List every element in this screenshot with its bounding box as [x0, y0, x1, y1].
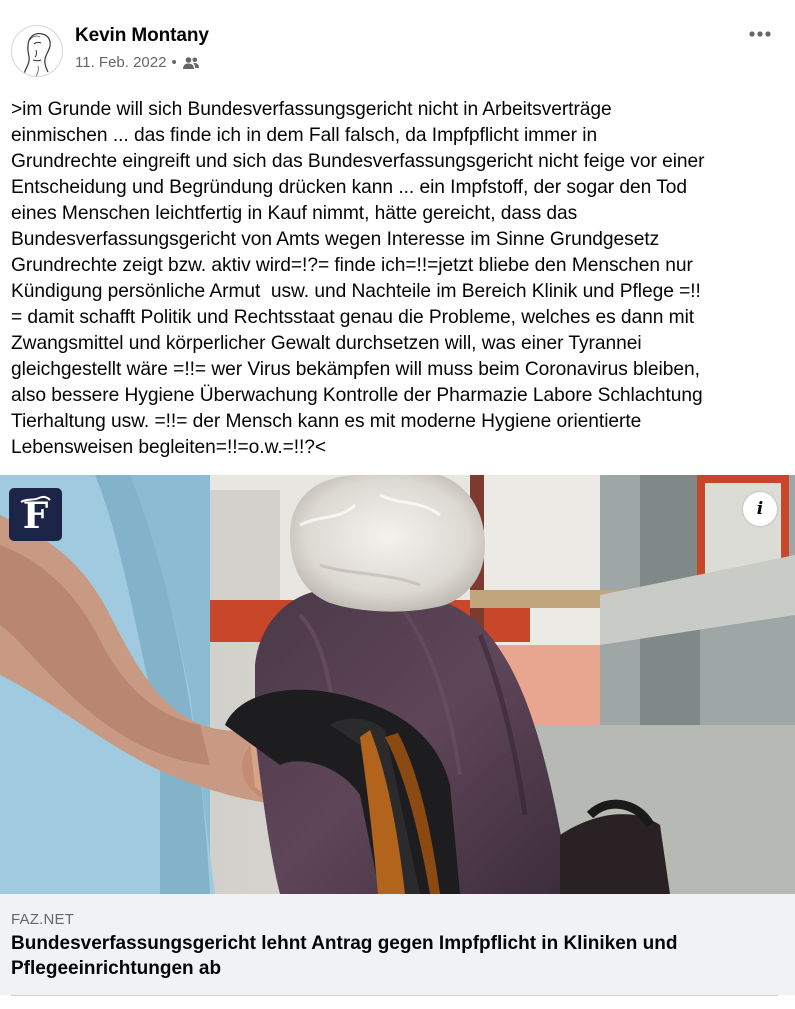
avatar-sketch-icon — [12, 26, 63, 77]
faz-logo-icon — [9, 488, 62, 541]
post-meta — [75, 54, 200, 71]
svg-text:F: F — [22, 495, 49, 537]
avatar[interactable] — [11, 25, 63, 77]
post-date[interactable]: 11. Feb. 2022 — [75, 54, 167, 71]
info-button[interactable] — [743, 492, 777, 526]
link-caption[interactable] — [0, 894, 795, 995]
link-title[interactable]: Bundesverfassungsgericht lehnt Antrag gegen Impfpflicht in Kliniken und Pflegeeinrichtungen ab — [11, 933, 678, 979]
info-icon: i — [756, 499, 764, 519]
friends-icon[interactable] — [182, 56, 200, 70]
link-domain: FAZ.NET — [11, 911, 75, 928]
author-name[interactable]: Kevin Montany — [75, 25, 209, 46]
post-header — [0, 0, 795, 90]
post-body-text: >im Grunde will sich Bundesverfassungsgericht nicht in Arbeitsverträge einmischen ... das finde ich in dem Fall falsch, da Impfpflicht immer in Grundrechte eingreift und sich das Bundesverfassungsgericht nicht feige vor einer Entscheidung und Begründung drücken kann ... ein Impfstoff, der sogar den Tod eines Menschen leichtfertig in Kauf nimmt, hätte gereicht, dass das Bundesverfassungsgericht von Amts wegen Interesse im Sinne Grundgesetz Grundrechte zeigt bzw. aktiv wird=!?= finde ich=!!=jetzt bliebe den Menschen nur Kündigung persönliche Armut usw. und Nachteile im Bereich Klinik und Pflege =!! = damit schafft Politik und Rechtsstaat genau die Probleme, welches es dann mit Zwangsmittel und körperlicher Gewalt durchsetzen will, was einer Tyrannei gleichgestellt wäre =!!= wer Virus bekämpfen will muss beim Coronavirus bleiben, also bessere Hygiene Überwachung Kontrolle der Pharmazie Labore Schlachtung Tierhaltung usw. =!!= der Mensch kann es mit moderne Hygiene orientierte Lebensweisen begleiten=!!=o.w.=!!?< — [11, 99, 705, 458]
more-dots-icon — [748, 30, 772, 38]
meta-separator: • — [171, 54, 177, 71]
nurse-wheelchair-photo — [0, 475, 795, 894]
link-preview-image[interactable] — [0, 475, 795, 894]
divider — [11, 995, 778, 996]
more-options-button[interactable] — [744, 20, 776, 48]
link-preview-card[interactable] — [0, 475, 795, 995]
